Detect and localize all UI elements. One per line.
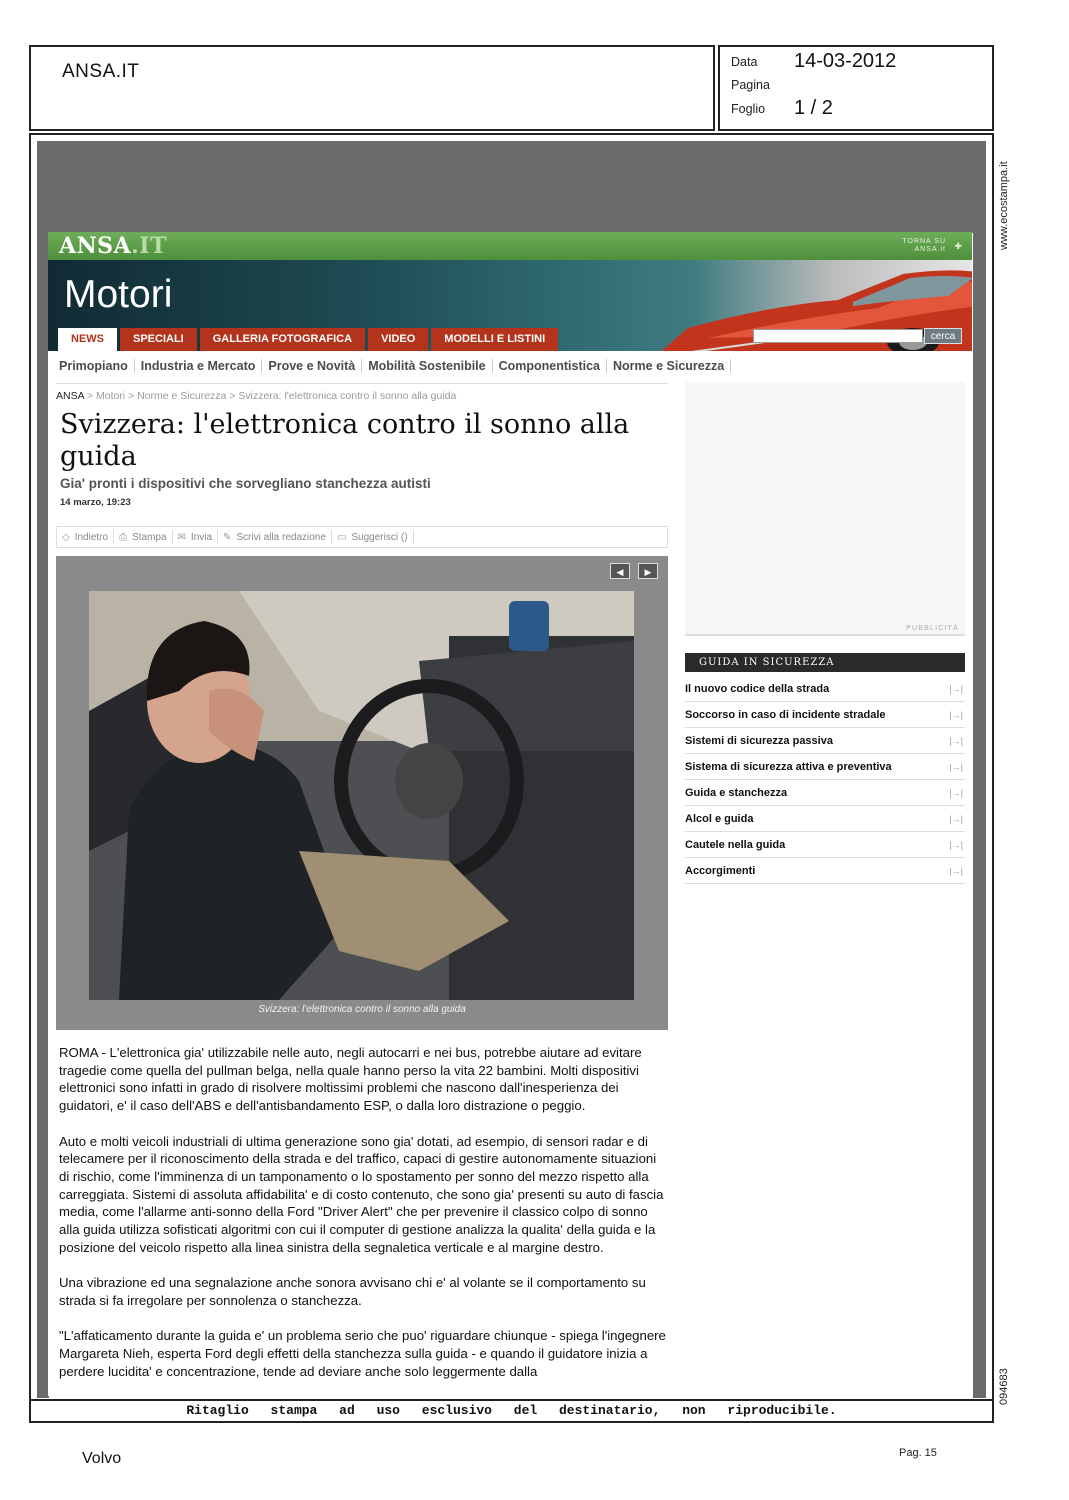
subnav-norme-e-sicurezza[interactable]: Norme e Sicurezza bbox=[613, 359, 731, 373]
article-paragraph: Auto e molti veicoli industriali di ultima generazione sono gia' dotati, ad esempio, di sensori radar e di telecamere per il riconoscimento della strada e del traffico, capaci di gestire autonomamente situazioni di rischio, come l'imminenza di un tamponamento o lo spostamento per sonno del mezzo rispetto alla carreggiata. Sistemi di assoluta affidabilita' e di costo contenuto, che sono gia' presenti su auto di fascia media, come l'allarme anti-sonno della Ford "Driver Alert" che per prevenire il classico colpo di sonno alla guida utilizza sofisticati algoritmi con cui il computer di gestione analizza la qualita' della guida e la posizione del veicolo rispetto alla linea sinistra della segnaletica verticale e al margine destro. bbox=[59, 1133, 664, 1255]
photo-gallery bbox=[56, 556, 668, 1030]
guide-item-accorgimenti[interactable] bbox=[685, 858, 965, 884]
ansa-logo[interactable] bbox=[59, 233, 167, 259]
gallery-prev-button[interactable]: ◀ bbox=[610, 563, 630, 579]
arrow-right-icon: |→| bbox=[949, 710, 963, 720]
guide-item-nuovo-codice[interactable] bbox=[685, 676, 965, 702]
subnav-industria-e-mercato[interactable]: Industria e Mercato bbox=[141, 359, 263, 373]
page-number: Pag. 15 bbox=[899, 1447, 937, 1459]
main-tabs bbox=[58, 328, 558, 351]
tab-video[interactable]: VIDEO bbox=[368, 328, 428, 351]
guide-item-cautele[interactable] bbox=[685, 832, 965, 858]
article-toolbar bbox=[56, 526, 668, 548]
pagina-label: Pagina bbox=[731, 78, 770, 92]
guide-item-label: Soccorso in caso di incidente stradale bbox=[685, 709, 886, 721]
client-name: Volvo bbox=[82, 1450, 122, 1467]
guide-item-label: Guida e stanchezza bbox=[685, 787, 788, 799]
guide-item-guida-stanchezza[interactable] bbox=[685, 780, 965, 806]
arrow-right-icon: |→| bbox=[949, 736, 963, 746]
photo-caption: Svizzera: l'elettronica contro il sonno alla guida bbox=[258, 1004, 466, 1015]
guide-list bbox=[685, 676, 965, 884]
tool-stampa[interactable] bbox=[114, 530, 172, 544]
article-paragraph: ROMA - L'elettronica gia' utilizzabile nelle auto, negli autocarri e nei bus, potrebbe aiutare ad evitare tragedie come quella del pullman belga, nella quale hanno perso la vita 22 bambini. Molti dispositivi elettronici sono infatti in grado di risolvere moltissimi problemi che nascono dall'inesperienza dei guidatori, e' il caso dell'ABS e dell'antisbandamento ESP, o dalla loro distrazione o peggio. bbox=[59, 1045, 642, 1114]
torna-su-icon: ✚ bbox=[954, 241, 962, 251]
torna-su-line2: ANSA.it bbox=[914, 246, 946, 253]
search-button[interactable]: cerca bbox=[924, 328, 962, 344]
article-title: Svizzera: l'elettronica contro il sonno alla guida bbox=[60, 409, 630, 472]
foglio-label: Foglio bbox=[731, 102, 766, 116]
arrow-right-icon: |→| bbox=[949, 840, 963, 850]
ansa-top-bar bbox=[48, 232, 972, 260]
article-photo bbox=[89, 591, 634, 1000]
guide-item-sicurezza-passiva[interactable] bbox=[685, 728, 965, 754]
motori-banner bbox=[48, 260, 972, 351]
arrow-right-icon: |→| bbox=[949, 788, 963, 798]
article-paragraph: Una vibrazione ed una segnalazione anche sonora avvisano chi e' al volante se il comportamento su strada si fa irregolare per sonnolenza o stanchezza. bbox=[59, 1275, 646, 1308]
guide-item-label: Il nuovo codice della strada bbox=[685, 683, 830, 695]
torna-su-line1: TORNA SU bbox=[902, 238, 946, 245]
mail-icon: ✉ bbox=[177, 531, 186, 543]
breadcrumb-ansa[interactable]: ANSA bbox=[56, 390, 85, 402]
article-subtitle: Gia' pronti i dispositivi che sorvegliano stanchezza autisti bbox=[60, 476, 431, 491]
tool-scrivi-label: Scrivi alla redazione bbox=[236, 531, 326, 543]
print-icon: ⎙ bbox=[119, 531, 128, 543]
subnav-componentistica[interactable]: Componentistica bbox=[499, 359, 607, 373]
tool-indietro[interactable] bbox=[57, 530, 114, 544]
gallery-next-button[interactable]: ▶ bbox=[638, 563, 658, 579]
tool-invia[interactable] bbox=[173, 530, 219, 544]
guide-item-label: Accorgimenti bbox=[685, 865, 756, 877]
torna-su-link[interactable] bbox=[902, 238, 946, 254]
advertisement-slot bbox=[685, 382, 965, 636]
arrow-right-icon: |→| bbox=[949, 762, 963, 772]
tool-suggerisci-label: Suggerisci () bbox=[351, 531, 408, 543]
tool-invia-label: Invia bbox=[190, 531, 213, 543]
logo-suffix-text: .IT bbox=[131, 233, 167, 259]
ad-label: PUBBLICITÀ bbox=[906, 625, 959, 632]
tab-news[interactable]: NEWS bbox=[58, 328, 117, 351]
article-date: 14 marzo, 19:23 bbox=[60, 497, 131, 508]
arrow-right-icon: |→| bbox=[949, 684, 963, 694]
tool-scrivi[interactable] bbox=[218, 530, 332, 544]
guide-item-label: Sistemi di sicurezza passiva bbox=[685, 735, 833, 747]
clipping-source: ANSA.IT bbox=[62, 61, 140, 82]
foglio-value: 1 / 2 bbox=[794, 97, 833, 119]
document-code: 094683 bbox=[998, 1368, 1010, 1405]
search-input[interactable] bbox=[753, 329, 923, 343]
tab-modelli-e-listini[interactable]: MODELLI E LISTINI bbox=[431, 328, 558, 351]
sub-navigation bbox=[59, 359, 737, 373]
guide-item-alcol-guida[interactable] bbox=[685, 806, 965, 832]
guide-item-soccorso[interactable] bbox=[685, 702, 965, 728]
clipping-disclaimer: Ritaglio stampa ad uso esclusivo del destinatario, non riproducibile. bbox=[31, 1399, 992, 1421]
tool-indietro-label: Indietro bbox=[74, 531, 109, 543]
arrow-right-icon: |→| bbox=[949, 866, 963, 876]
scan-background-right bbox=[973, 233, 986, 1398]
tool-stampa-label: Stampa bbox=[132, 531, 167, 543]
article-paragraph: "L'affaticamento durante la guida e' un problema serio che puo' riguardare chiunque - spiega l'ingegnere Margareta Nieh, esperta Ford degli effetti della stanchezza sulla guida - e quando il guidatore inizia a perdere lucidita' e concentrazione, tende ad deviare anche solo leggermente dalla bbox=[59, 1328, 666, 1379]
arrow-right-icon: |→| bbox=[949, 814, 963, 824]
guide-item-label: Cautele nella guida bbox=[685, 839, 786, 851]
subnav-mobilita-sostenibile[interactable]: Mobilità Sostenibile bbox=[368, 359, 492, 373]
guide-section-title: GUIDA IN SICUREZZA bbox=[685, 653, 965, 672]
divider bbox=[56, 383, 668, 384]
clipping-header-source-box bbox=[29, 45, 715, 131]
back-icon: ◇ bbox=[62, 531, 70, 543]
breadcrumb bbox=[56, 390, 456, 402]
article-body bbox=[59, 1044, 669, 1396]
logo-main-text: ANSA bbox=[59, 233, 132, 259]
guide-item-label: Alcol e guida bbox=[685, 813, 754, 825]
data-label: Data bbox=[731, 55, 758, 69]
ansa-web-page bbox=[48, 232, 972, 1396]
subnav-primopiano[interactable]: Primopiano bbox=[59, 359, 135, 373]
tool-suggerisci[interactable] bbox=[332, 530, 414, 544]
breadcrumb-path[interactable]: > Motori > Norme e Sicurezza > Svizzera: l'elettronica contro il sonno alla guida bbox=[84, 390, 457, 402]
tab-speciali[interactable]: SPECIALI bbox=[120, 328, 197, 351]
ecostampa-url: www.ecostampa.it bbox=[998, 161, 1010, 250]
comment-icon: ▭ bbox=[336, 531, 347, 543]
data-value: 14-03-2012 bbox=[794, 50, 897, 72]
clipping-header-meta-box bbox=[718, 45, 994, 131]
subnav-prove-e-novita[interactable]: Prove e Novità bbox=[268, 359, 362, 373]
guide-item-sicurezza-attiva[interactable] bbox=[685, 754, 965, 780]
pencil-icon: ✎ bbox=[223, 531, 232, 543]
tab-galleria-fotografica[interactable]: GALLERIA FOTOGRAFICA bbox=[200, 328, 365, 351]
guide-item-label: Sistema di sicurezza attiva e preventiva bbox=[685, 761, 892, 773]
section-title: Motori bbox=[64, 273, 173, 316]
scan-background bbox=[37, 141, 986, 233]
